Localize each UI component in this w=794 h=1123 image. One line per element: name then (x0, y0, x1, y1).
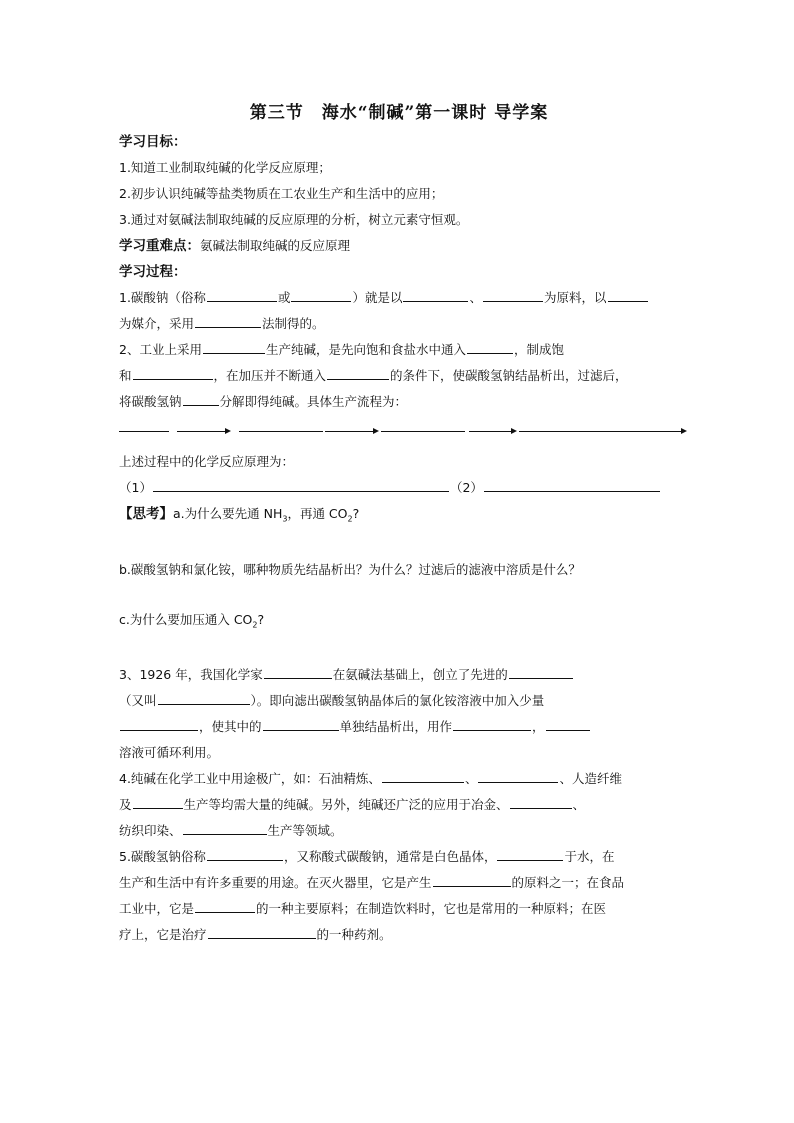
key-points-text: 氨碱法制取纯碱的反应原理 (200, 238, 351, 253)
process-heading: 学习过程： (119, 264, 187, 280)
fill-blank[interactable] (403, 286, 468, 302)
question-5-line-2: 生产和生活中有许多重要的用途。在灭火器里，它是产生 的原料之一；在食品 (119, 870, 679, 896)
flow-blank[interactable] (381, 431, 465, 432)
fill-blank[interactable] (327, 364, 389, 380)
question-5-line-1: 5.碳酸氢钠俗称 ，又称酸式碳酸钠，通常是白色晶体， 于水，在 (119, 844, 679, 870)
question-4-line-3: 纺织印染、 生产等领域。 (119, 818, 679, 844)
flow-blank[interactable] (239, 431, 323, 432)
document-page (119, 98, 679, 948)
fill-blank[interactable] (467, 338, 513, 354)
fill-blank[interactable] (195, 897, 255, 913)
fill-blank[interactable] (382, 767, 464, 783)
question-1-line-2: 为媒介，采用 法制得的。 (119, 311, 679, 337)
question-3-line-3: ，使其中的 单独结晶析出，用作 ， (119, 714, 679, 740)
page-title: 第三节 海水“制碱”第一课时 导学案 (249, 103, 549, 123)
equation-2-blank[interactable] (484, 476, 660, 492)
fill-blank[interactable] (183, 819, 267, 835)
think-question-a: 【思考】a.为什么要先通 $NH_3$，再通 $CO_2$? (119, 506, 360, 524)
question-2-line-2: 和 ，在加压并不断通入 的条件下，使碳酸氢钠结晶析出，过滤后， (119, 363, 679, 389)
key-points-label: 学习重难点： (119, 238, 200, 254)
fill-blank[interactable] (207, 845, 283, 861)
think-tag: 【思考】 (119, 506, 173, 522)
objective-item: 3.通过对氨碱法制取纯碱的反应原理的分析，树立元素守恒观。 (119, 212, 469, 227)
fill-blank[interactable] (120, 715, 198, 731)
fill-blank[interactable] (483, 286, 543, 302)
fill-blank[interactable] (158, 689, 250, 705)
objective-item: 1.知道工业制取纯碱的化学反应原理； (119, 160, 331, 175)
fill-blank[interactable] (509, 663, 573, 679)
question-5-line-3: 工业中，它是 的一种主要原料；在制造饮料时，它也是常用的一种原料；在医 (119, 896, 679, 922)
fill-blank[interactable] (478, 767, 558, 783)
fill-blank[interactable] (183, 390, 219, 406)
fill-blank[interactable] (133, 793, 183, 809)
question-1-line-1: 1.碳酸钠（俗称 或 ）就是以 、 为原料，以 (119, 285, 679, 311)
fill-blank[interactable] (207, 286, 277, 302)
fill-blank[interactable] (203, 338, 265, 354)
question-2-line-1: 2、工业上采用 生产纯碱，是先向饱和食盐水中通入 ，制成饱 (119, 337, 679, 363)
flow-arrow (469, 431, 515, 432)
process-flow (119, 417, 679, 445)
fill-blank[interactable] (497, 845, 563, 861)
flow-arrow (597, 431, 685, 432)
principle-label: 上述过程中的化学反应原理为： (119, 454, 295, 469)
objectives-heading: 学习目标： (119, 134, 187, 150)
question-5-line-4: 疗上，它是治疗 的一种药剂。 (119, 922, 679, 948)
fill-blank[interactable] (195, 312, 261, 328)
think-question-b: b.碳酸氢钠和氯化铵，哪种物质先结晶析出？为什么？过滤后的滤液中溶质是什么？ (119, 561, 581, 577)
question-2-line-3: 将碳酸氢钠 分解即得纯碱。具体生产流程为： (119, 389, 679, 415)
flow-blank[interactable] (519, 431, 597, 432)
question-3-line-1: 3、1926 年，我国化学家 在氨碱法基础上，创立了先进的 (119, 662, 679, 688)
question-3-line-4: 溶液可循环利用。 (119, 745, 220, 760)
question-4-line-2: 及 生产等均需大量的纯碱。另外，纯碱还广泛的应用于冶金、 、 (119, 792, 679, 818)
flow-blank[interactable] (119, 431, 169, 432)
think-question-c: c.为什么要加压通入 $CO_2$? (119, 611, 265, 629)
question-4-line-1: 4.纯碱在化学工业中用途极广，如：石油精炼、 、 、人造纤维 (119, 766, 679, 792)
fill-blank[interactable] (453, 715, 531, 731)
flow-arrow (325, 431, 377, 432)
fill-blank[interactable] (133, 364, 213, 380)
fill-blank[interactable] (546, 715, 590, 731)
fill-blank[interactable] (263, 715, 339, 731)
equation-1-blank[interactable] (153, 476, 449, 492)
fill-blank[interactable] (291, 286, 351, 302)
fill-blank[interactable] (510, 793, 572, 809)
fill-blank[interactable] (264, 663, 332, 679)
fill-blank[interactable] (208, 923, 316, 939)
fill-blank[interactable] (608, 286, 648, 302)
question-3-line-2: （又叫 ）。即向滤出碳酸氢钠晶体后的氯化铵溶液中加入少量 (119, 688, 679, 714)
equation-line: （1） （2） (119, 475, 679, 501)
fill-blank[interactable] (433, 871, 511, 887)
key-points (119, 233, 679, 259)
objective-item: 2.初步认识纯碱等盐类物质在工农业生产和生活中的应用； (119, 186, 444, 201)
flow-arrow (177, 431, 229, 432)
